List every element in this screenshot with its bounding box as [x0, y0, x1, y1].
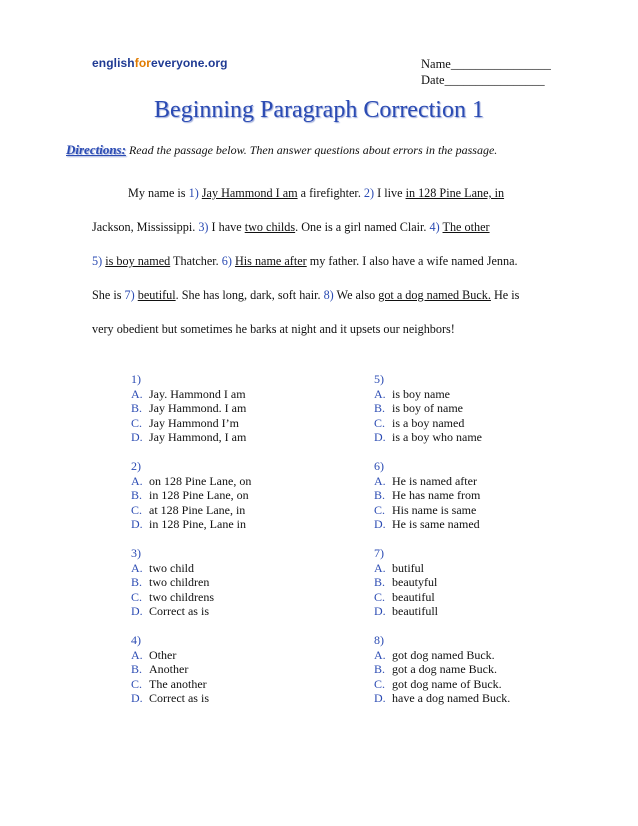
option-text: He is same named: [392, 517, 480, 531]
answer-option[interactable]: [131, 677, 251, 692]
error-phrase-8: got a dog named Buck.: [378, 288, 491, 302]
passage-text: my father. I also have a wife named Jenna.: [306, 254, 518, 268]
question-5: [374, 372, 510, 445]
answer-option[interactable]: [374, 387, 510, 402]
site-logo: [92, 56, 228, 70]
option-text: Jay Hammond. I am: [149, 401, 247, 415]
answer-option[interactable]: [131, 561, 251, 576]
answer-option[interactable]: [374, 677, 510, 692]
option-letter: B.: [374, 575, 386, 589]
option-text: Correct as is: [149, 691, 209, 705]
passage: [92, 176, 552, 346]
error-phrase-2: in 128 Pine Lane, in: [405, 186, 505, 200]
question-8: [374, 633, 510, 706]
error-number-4: 4): [429, 220, 440, 234]
answer-option[interactable]: [374, 430, 510, 445]
option-text: Other: [149, 647, 177, 662]
question-number: 7): [374, 546, 384, 560]
answer-option[interactable]: [131, 691, 251, 706]
passage-text: a firefighter.: [297, 186, 364, 200]
option-letter: C.: [131, 589, 143, 604]
answer-option[interactable]: [131, 430, 251, 445]
option-text: is boy of name: [392, 401, 463, 415]
question-number: 4): [131, 633, 141, 647]
option-letter: A.: [374, 386, 386, 401]
option-text: His name is same: [392, 502, 477, 517]
name-date-fields: [421, 56, 551, 88]
answer-option[interactable]: [131, 488, 251, 503]
answer-option[interactable]: [131, 416, 251, 431]
question-number: 3): [131, 546, 141, 560]
passage-line-2: [92, 210, 552, 244]
question-number: 2): [131, 459, 141, 473]
error-number-2: 2): [363, 186, 375, 200]
directions: [66, 142, 497, 158]
option-text: got dog named Buck.: [392, 647, 495, 662]
question-3: [131, 546, 251, 619]
question-number: 8): [374, 633, 384, 647]
option-text: at 128 Pine Lane, in: [149, 502, 246, 517]
date-field: Date________________: [421, 73, 545, 87]
answer-option[interactable]: [374, 561, 510, 576]
error-number-8: 8): [323, 288, 334, 302]
name-field: Name________________: [421, 57, 551, 71]
option-text: Jay Hammond, I am: [149, 430, 247, 444]
passage-line-4: [92, 278, 552, 312]
option-text: in 128 Pine, Lane in: [149, 517, 246, 531]
option-letter: A.: [131, 647, 143, 662]
error-phrase-4: The other: [442, 220, 490, 234]
option-letter: A.: [374, 647, 386, 662]
passage-line-1: [92, 176, 552, 210]
option-text: have a dog named Buck.: [392, 691, 511, 705]
option-letter: A.: [131, 386, 143, 401]
option-letter: B.: [374, 488, 386, 502]
logo-text-for: for: [134, 56, 152, 70]
error-phrase-1: Jay Hammond I am: [201, 186, 298, 200]
error-number-7: 7): [124, 288, 135, 302]
error-phrase-6: His name after: [234, 254, 307, 268]
error-number-3: 3): [198, 220, 209, 234]
option-text: He has name from: [392, 488, 481, 502]
answer-option[interactable]: [131, 474, 251, 489]
question-number: 1): [131, 372, 141, 386]
answer-option[interactable]: [131, 590, 251, 605]
option-letter: C.: [374, 589, 386, 604]
option-letter: A.: [131, 560, 143, 575]
option-text: butiful: [392, 560, 424, 575]
passage-text: I live: [374, 186, 406, 200]
option-letter: D.: [374, 517, 386, 531]
directions-label: Directions:: [66, 142, 126, 157]
option-letter: A.: [374, 560, 386, 575]
answer-option[interactable]: [374, 575, 510, 590]
answer-option[interactable]: [131, 604, 251, 619]
option-letter: C.: [374, 502, 386, 517]
questions-left-column: [131, 372, 251, 720]
answer-option[interactable]: [131, 503, 251, 518]
option-text: is a boy named: [392, 415, 465, 430]
passage-text: . She has long, dark, soft hair.: [175, 288, 324, 302]
answer-option[interactable]: [374, 604, 510, 619]
option-text: He is named after: [392, 473, 477, 488]
answer-option[interactable]: [374, 474, 510, 489]
passage-text: Jackson, Mississippi.: [92, 220, 199, 234]
question-4: [131, 633, 251, 706]
question-number: 6): [374, 459, 384, 473]
option-text: in 128 Pine Lane, on: [149, 488, 249, 502]
question-7: [374, 546, 510, 619]
option-letter: B.: [131, 662, 143, 676]
passage-text: I have: [208, 220, 245, 234]
answer-option[interactable]: [374, 648, 510, 663]
logo-text-english: english: [92, 56, 135, 70]
option-text: Another: [149, 662, 189, 676]
option-letter: C.: [131, 415, 143, 430]
option-text: is a boy who name: [392, 430, 482, 444]
option-letter: D.: [374, 430, 386, 444]
option-text: on 128 Pine Lane, on: [149, 473, 252, 488]
answer-option[interactable]: [131, 662, 251, 677]
passage-line-5: very obedient but sometimes he barks at night and it upsets our neighbors!: [92, 322, 455, 336]
option-text: got dog name of Buck.: [392, 676, 502, 691]
option-letter: C.: [374, 676, 386, 691]
answer-option[interactable]: [374, 401, 510, 416]
option-text: two childrens: [149, 589, 214, 604]
option-text: two children: [149, 575, 210, 589]
option-letter: B.: [131, 401, 143, 415]
option-letter: D.: [131, 430, 143, 444]
passage-text: . One is a girl named Clair.: [295, 220, 430, 234]
passage-text: Thatcher.: [170, 254, 222, 268]
option-letter: C.: [131, 676, 143, 691]
answer-option[interactable]: [374, 488, 510, 503]
option-letter: D.: [131, 604, 143, 618]
option-letter: C.: [374, 415, 386, 430]
option-letter: D.: [374, 604, 386, 618]
passage-line-3: [92, 244, 552, 278]
answer-option[interactable]: [131, 387, 251, 402]
option-letter: A.: [374, 473, 386, 488]
page-title: Beginning Paragraph Correction 1: [154, 97, 484, 123]
error-phrase-3: two childs: [244, 220, 296, 234]
answer-option[interactable]: [374, 503, 510, 518]
answer-option[interactable]: [374, 517, 510, 532]
question-number: 5): [374, 372, 384, 386]
option-text: got a dog name Buck.: [392, 662, 497, 676]
questions-right-column: [374, 372, 510, 720]
passage-text: He is: [490, 288, 520, 302]
error-number-5: 5): [92, 254, 103, 268]
option-text: two child: [149, 560, 194, 575]
logo-text-everyone: everyone.org: [151, 56, 228, 70]
answer-option[interactable]: [131, 575, 251, 590]
directions-text: Read the passage below. Then answer questions about errors in the passage.: [128, 143, 498, 157]
error-number-6: 6): [221, 254, 232, 268]
question-2: [131, 459, 251, 532]
answer-option[interactable]: [131, 517, 251, 532]
error-phrase-5: is boy named: [105, 254, 171, 268]
answer-option[interactable]: [374, 662, 510, 677]
error-phrase-7: beutiful: [137, 288, 176, 302]
option-letter: C.: [131, 502, 143, 517]
option-text: The another: [149, 676, 207, 691]
answer-option[interactable]: [131, 648, 251, 663]
option-text: Correct as is: [149, 604, 209, 618]
option-letter: B.: [374, 662, 386, 676]
passage-text: We also: [333, 288, 379, 302]
option-letter: B.: [131, 575, 143, 589]
question-1: [131, 372, 251, 445]
option-text: beautiful: [392, 589, 435, 604]
option-letter: B.: [374, 401, 386, 415]
option-letter: A.: [131, 473, 143, 488]
option-text: Jay Hammond I’m: [149, 415, 239, 430]
option-text: beautyful: [392, 575, 438, 589]
option-letter: B.: [131, 488, 143, 502]
option-letter: D.: [131, 517, 143, 531]
error-number-1: 1): [188, 186, 199, 200]
option-letter: D.: [131, 691, 143, 705]
option-text: is boy name: [392, 386, 450, 401]
passage-text: My name is: [128, 186, 189, 200]
passage-text: She is: [92, 288, 125, 302]
answer-option[interactable]: [374, 416, 510, 431]
answer-option[interactable]: [374, 691, 510, 706]
option-text: Jay. Hammond I am: [149, 386, 246, 401]
answer-option[interactable]: [131, 401, 251, 416]
option-letter: D.: [374, 691, 386, 705]
option-text: beautifull: [392, 604, 438, 618]
question-6: [374, 459, 510, 532]
answer-option[interactable]: [374, 590, 510, 605]
